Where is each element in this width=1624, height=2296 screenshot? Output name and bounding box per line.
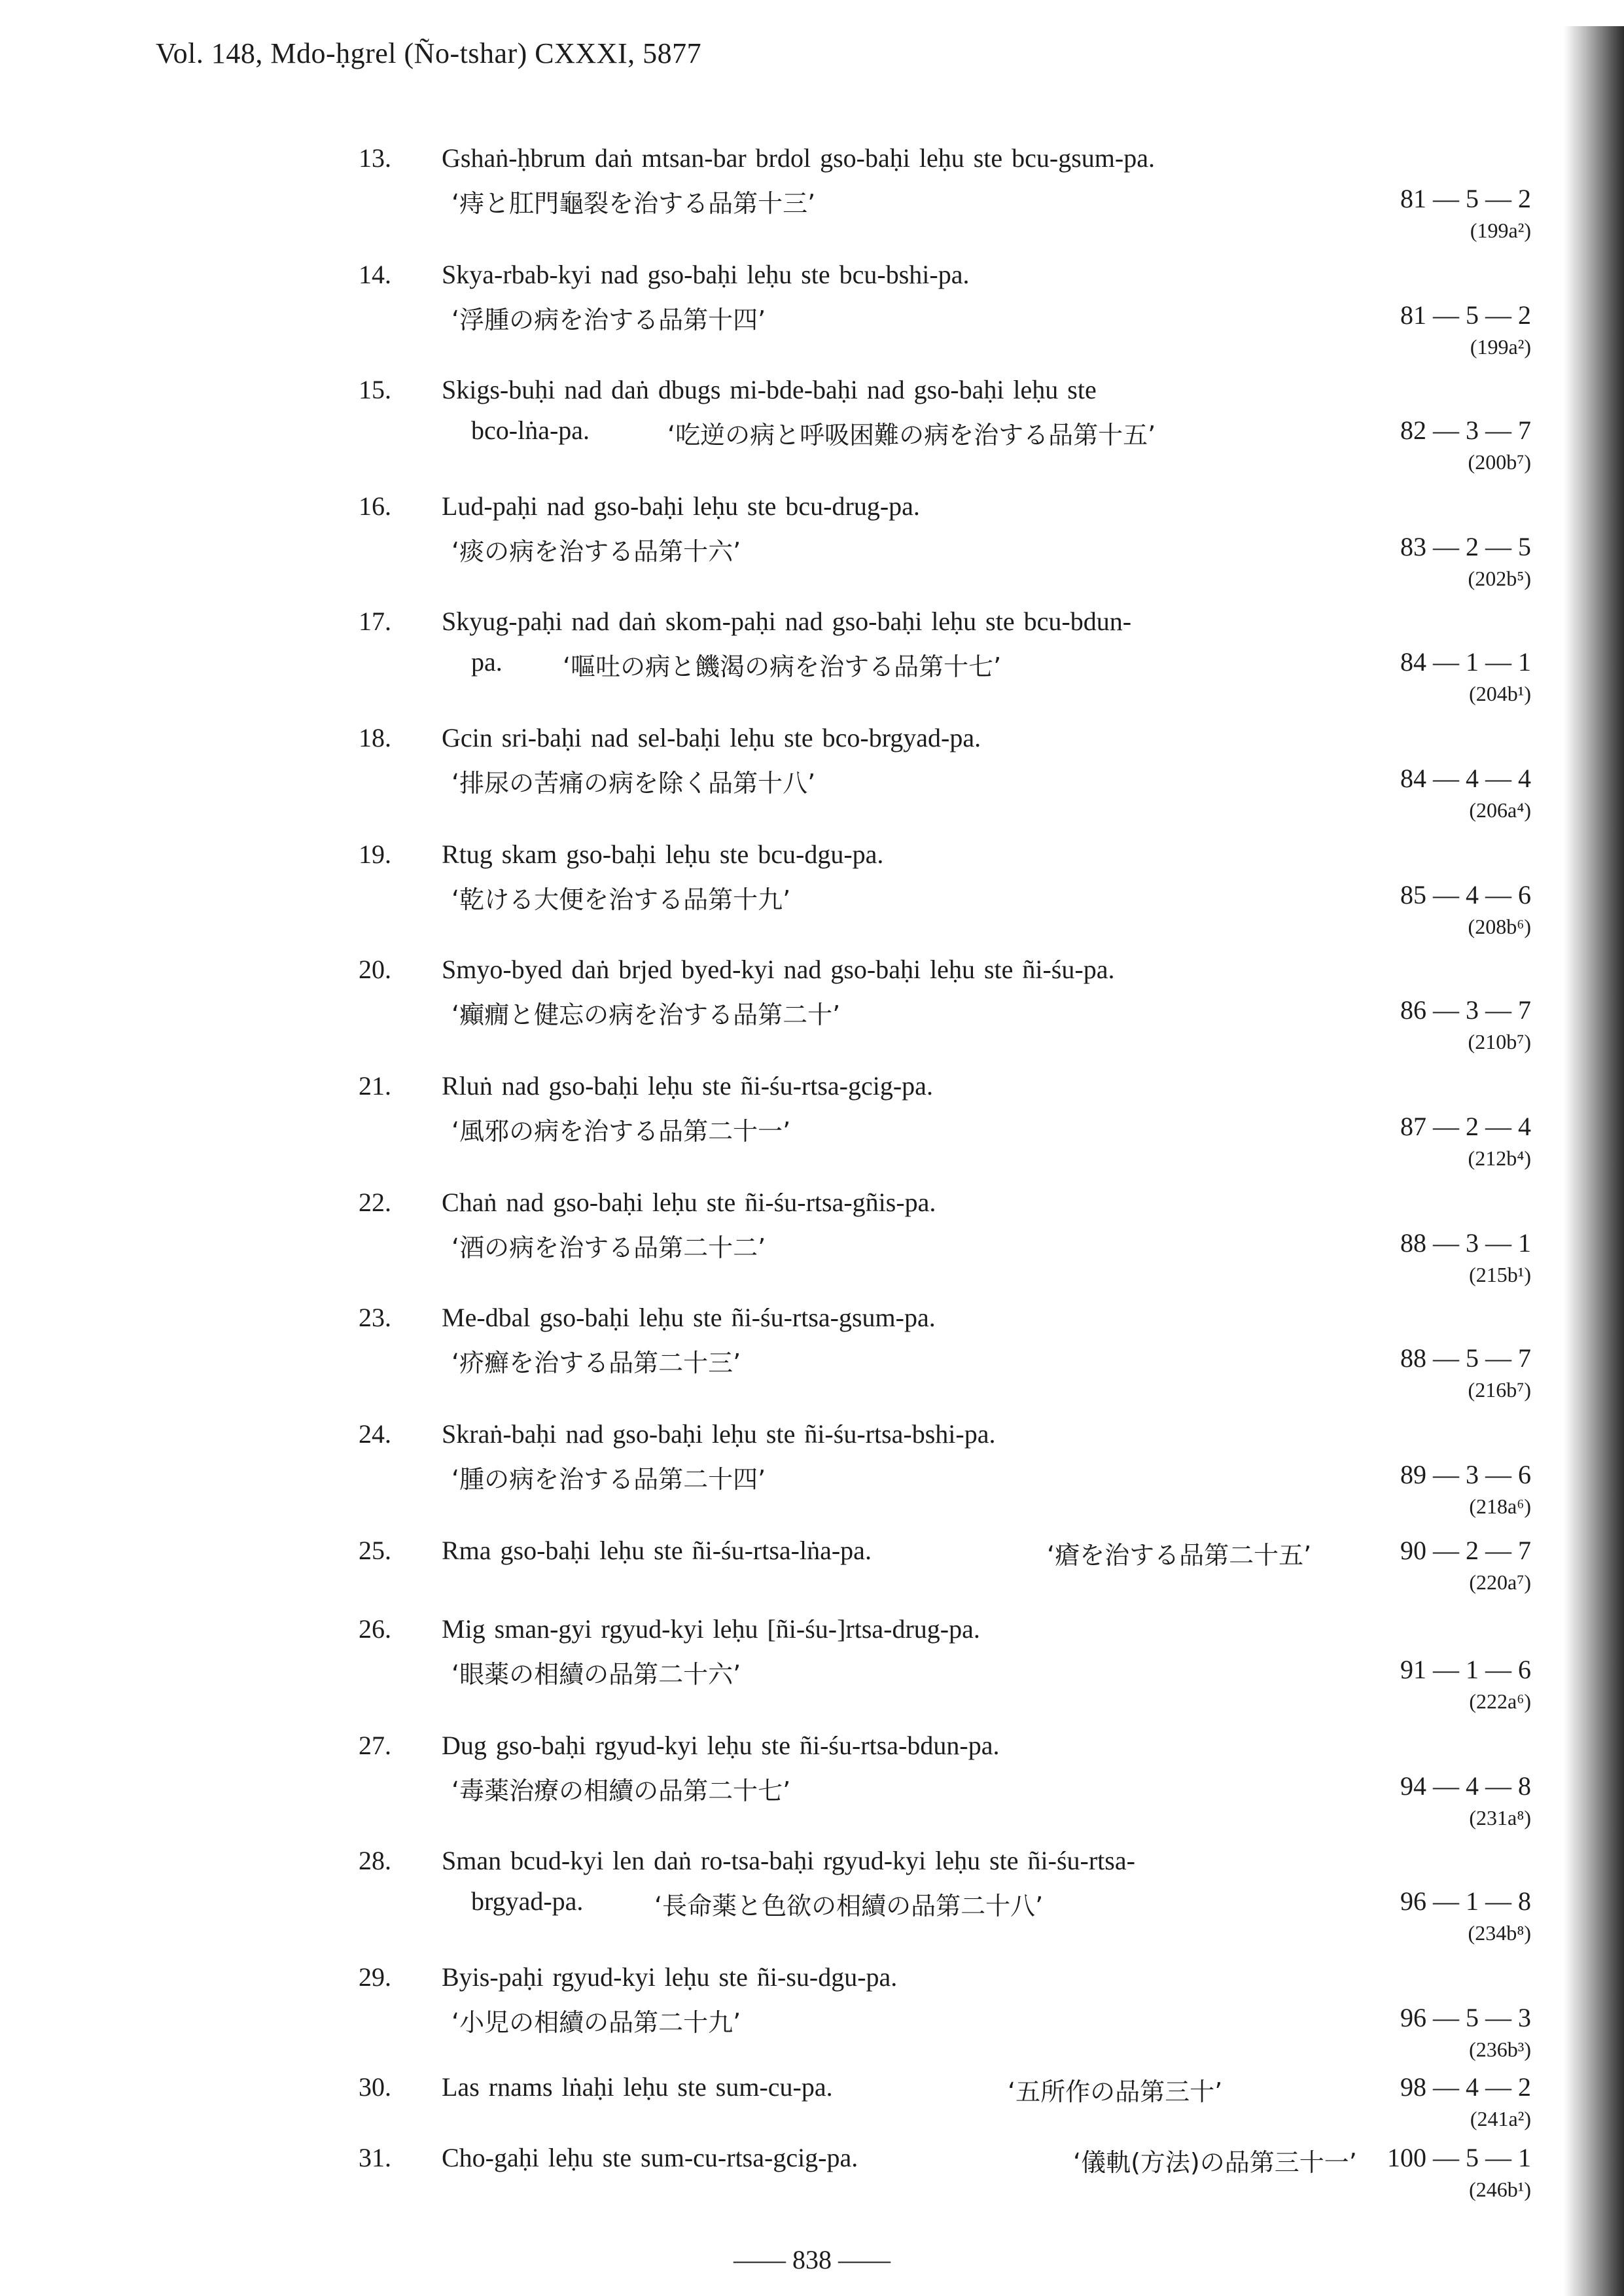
toc-entry	[0, 491, 1624, 589]
entry-number: 28.	[359, 1846, 391, 1875]
entry-japanese-title: ‘嘔吐の病と饑渴の病を治する品第十七’	[563, 652, 1002, 681]
entry-number: 14.	[359, 260, 391, 289]
entry-folio: (216b⁷)	[1468, 1378, 1531, 1402]
entry-folio: (210b⁷)	[1468, 1030, 1531, 1053]
toc-entry	[0, 1419, 1624, 1517]
toc-entry	[0, 606, 1624, 704]
entry-japanese-title: ‘痰の病を治する品第十六’	[451, 537, 741, 566]
toc-entry	[0, 1845, 1624, 1943]
entry-folio: (236b³)	[1469, 2038, 1531, 2061]
entry-tibetan-title: Dug gso-baḥi rgyud-kyi leḥu ste ñi-śu-rtsa-bdun-pa.	[442, 1731, 1000, 1760]
entry-tibetan-title: Sman bcud-kyi len daṅ ro-tsa-baḥi rgyud-kyi leḥu ste ñi-śu-rtsa-	[442, 1846, 1135, 1875]
entry-page-reference: 96 — 5 — 3	[1400, 2003, 1531, 2032]
toc-entry	[0, 1730, 1624, 1828]
entry-japanese-title: ‘儀軌(方法)の品第三十一’	[1073, 2148, 1357, 2177]
toc-entry	[0, 722, 1624, 821]
entry-folio: (222a⁶)	[1469, 1689, 1531, 1713]
entry-tibetan-title-continued: pa.	[471, 647, 503, 677]
entry-japanese-title: ‘浮腫の病を治する品第十四’	[451, 306, 766, 334]
toc-entry	[0, 954, 1624, 1052]
entry-tibetan-title: Skyug-paḥi nad daṅ skom-paḥi nad gso-baḥi leḥu ste bcu-bdun-	[442, 607, 1132, 636]
entry-folio: (220a⁷)	[1469, 1570, 1531, 1594]
entry-number: 16.	[359, 491, 391, 521]
entry-page-reference: 83 — 2 — 5	[1400, 532, 1531, 561]
entry-tibetan-title: Me-dbal gso-baḥi leḥu ste ñi-śu-rtsa-gsum-pa.	[442, 1303, 936, 1332]
entry-page-reference: 96 — 1 — 8	[1400, 1886, 1531, 1916]
toc-entry	[0, 1070, 1624, 1169]
entry-page-reference: 84 — 1 — 1	[1400, 647, 1531, 677]
entry-page-reference: 87 — 2 — 4	[1400, 1112, 1531, 1141]
entry-page-reference: 94 — 4 — 8	[1400, 1771, 1531, 1801]
entry-page-reference: 88 — 5 — 7	[1400, 1343, 1531, 1373]
toc-entry	[0, 1614, 1624, 1712]
toc-entry	[0, 374, 1624, 472]
entry-japanese-title: ‘酒の病を治する品第二十二’	[451, 1233, 766, 1262]
entry-tibetan-title: Mig sman-gyi rgyud-kyi leḥu [ñi-śu-]rtsa-drug-pa.	[442, 1614, 980, 1644]
entry-tibetan-title: Cho-gaḥi leḥu ste sum-cu-rtsa-gcig-pa.	[442, 2143, 858, 2172]
entry-folio: (218a⁶)	[1469, 1494, 1531, 1518]
toc-entry	[0, 259, 1624, 357]
entry-tibetan-title: Chaṅ nad gso-baḥi leḥu ste ñi-śu-rtsa-gñis-pa.	[442, 1188, 936, 1217]
entry-page-reference: 100 — 5 — 1	[1387, 2143, 1531, 2172]
entry-japanese-title: ‘吃逆の病と呼吸困難の病を治する品第十五’	[667, 421, 1156, 450]
toc-entry	[0, 839, 1624, 937]
entry-folio: (199a²)	[1470, 219, 1531, 242]
entry-number: 13.	[359, 143, 391, 173]
entry-page-reference: 88 — 3 — 1	[1400, 1228, 1531, 1258]
entry-folio: (208b⁶)	[1468, 915, 1531, 938]
entry-number: 15.	[359, 375, 391, 404]
entry-japanese-title: ‘毒薬治療の相續の品第二十七’	[451, 1776, 791, 1805]
entry-number: 30.	[359, 2072, 391, 2102]
toc-entry	[0, 1187, 1624, 1285]
entry-number: 27.	[359, 1731, 391, 1760]
page-number: —— 838 ——	[733, 2245, 891, 2274]
entry-number: 22.	[359, 1188, 391, 1217]
entry-tibetan-title: Rtug skam gso-baḥi leḥu ste bcu-dgu-pa.	[442, 839, 884, 869]
entry-japanese-title: ‘癲癇と健忘の病を治する品第二十’	[451, 1000, 841, 1029]
entry-folio: (200b⁷)	[1468, 450, 1531, 474]
entry-page-reference: 84 — 4 — 4	[1400, 764, 1531, 793]
entry-page-reference: 91 — 1 — 6	[1400, 1655, 1531, 1684]
entry-japanese-title: ‘痔と肛門龜裂を治する品第十三’	[451, 189, 816, 218]
page-header: Vol. 148, Mdo-ḥgrel (Ño-tshar) CXXXI, 5877	[156, 37, 702, 69]
entry-number: 26.	[359, 1614, 391, 1644]
entry-folio: (246b¹)	[1469, 2178, 1531, 2201]
entry-tibetan-title: Skya-rbab-kyi nad gso-baḥi leḥu ste bcu-bshi-pa.	[442, 260, 970, 289]
entry-tibetan-title: Rluṅ nad gso-baḥi leḥu ste ñi-śu-rtsa-gcig-pa.	[442, 1071, 933, 1101]
entry-folio: (206a⁴)	[1469, 798, 1531, 822]
entry-tibetan-title: Skraṅ-baḥi nad gso-baḥi leḥu ste ñi-śu-rtsa-bshi-pa.	[442, 1419, 996, 1449]
entry-tibetan-title: Lud-paḥi nad gso-baḥi leḥu ste bcu-drug-pa.	[442, 491, 920, 521]
entry-tibetan-title-continued: brgyad-pa.	[471, 1886, 584, 1916]
entry-folio: (199a²)	[1470, 335, 1531, 359]
entry-japanese-title: ‘小児の相續の品第二十九’	[451, 2008, 741, 2037]
scan-edge-shadow	[1564, 26, 1624, 2296]
toc-entry	[0, 1302, 1624, 1400]
entry-page-reference: 86 — 3 — 7	[1400, 995, 1531, 1025]
entry-folio: (212b⁴)	[1468, 1146, 1531, 1170]
entry-tibetan-title: Byis-paḥi rgyud-kyi leḥu ste ñi-su-dgu-pa.	[442, 1962, 898, 1992]
entry-tibetan-title: Gcin sri-baḥi nad sel-baḥi leḥu ste bco-brgyad-pa.	[442, 723, 981, 752]
entry-page-reference: 81 — 5 — 2	[1400, 184, 1531, 213]
entry-japanese-title: ‘排尿の苦痛の病を除く品第十八’	[451, 769, 816, 798]
toc-entry	[0, 1962, 1624, 2060]
entry-tibetan-title: Smyo-byed daṅ brjed byed-kyi nad gso-baḥi leḥu ste ñi-śu-pa.	[442, 955, 1115, 984]
entry-page-reference: 89 — 3 — 6	[1400, 1460, 1531, 1489]
entry-tibetan-title: Gshaṅ-ḥbrum daṅ mtsan-bar brdol gso-baḥi leḥu ste bcu-gsum-pa.	[442, 143, 1155, 173]
entry-japanese-title: ‘眼薬の相續の品第二十六’	[451, 1660, 741, 1689]
entry-folio: (234b⁸)	[1468, 1921, 1531, 1945]
entry-japanese-title: ‘疥癬を治する品第二十三’	[451, 1349, 741, 1377]
entry-folio: (231a⁸)	[1469, 1806, 1531, 1829]
entry-tibetan-title: Las rnams lṅaḥi leḥu ste sum-cu-pa.	[442, 2072, 833, 2102]
entry-page-reference: 85 — 4 — 6	[1400, 880, 1531, 910]
entry-page-reference: 90 — 2 — 7	[1400, 1536, 1531, 1565]
entry-number: 24.	[359, 1419, 391, 1449]
entry-tibetan-title-continued: bco-lṅa-pa.	[471, 415, 590, 445]
entry-folio: (204b¹)	[1469, 682, 1531, 705]
entry-japanese-title: ‘長命薬と色欲の相續の品第二十八’	[654, 1892, 1044, 1920]
toc-entry	[0, 2142, 1624, 2240]
entry-japanese-title: ‘五所作の品第三十’	[1008, 2077, 1223, 2106]
entry-number: 17.	[359, 607, 391, 636]
entry-folio: (215b¹)	[1469, 1263, 1531, 1286]
entry-number: 19.	[359, 839, 391, 869]
entry-page-reference: 82 — 3 — 7	[1400, 415, 1531, 445]
entry-number: 29.	[359, 1962, 391, 1992]
entry-number: 20.	[359, 955, 391, 984]
entry-tibetan-title: Skigs-buḥi nad daṅ dbugs mi-bde-baḥi nad gso-baḥi leḥu ste	[442, 375, 1097, 404]
entry-number: 18.	[359, 723, 391, 752]
entry-tibetan-title: Rma gso-baḥi leḥu ste ñi-śu-rtsa-lṅa-pa.	[442, 1536, 872, 1565]
entry-page-reference: 98 — 4 — 2	[1400, 2072, 1531, 2102]
entry-number: 21.	[359, 1071, 391, 1101]
entry-folio: (202b⁵)	[1468, 567, 1531, 590]
entry-japanese-title: ‘乾ける大便を治する品第十九’	[451, 885, 791, 914]
entry-japanese-title: ‘腫の病を治する品第二十四’	[451, 1465, 766, 1494]
toc-entry	[0, 143, 1624, 241]
entry-page-reference: 81 — 5 — 2	[1400, 300, 1531, 330]
entry-number: 23.	[359, 1303, 391, 1332]
entry-number: 31.	[359, 2143, 391, 2172]
entry-number: 25.	[359, 1536, 391, 1565]
entry-japanese-title: ‘瘡を治する品第二十五’	[1047, 1541, 1312, 1570]
entry-japanese-title: ‘風邪の病を治する品第二十一’	[451, 1117, 791, 1146]
entry-folio: (241a²)	[1470, 2107, 1531, 2130]
